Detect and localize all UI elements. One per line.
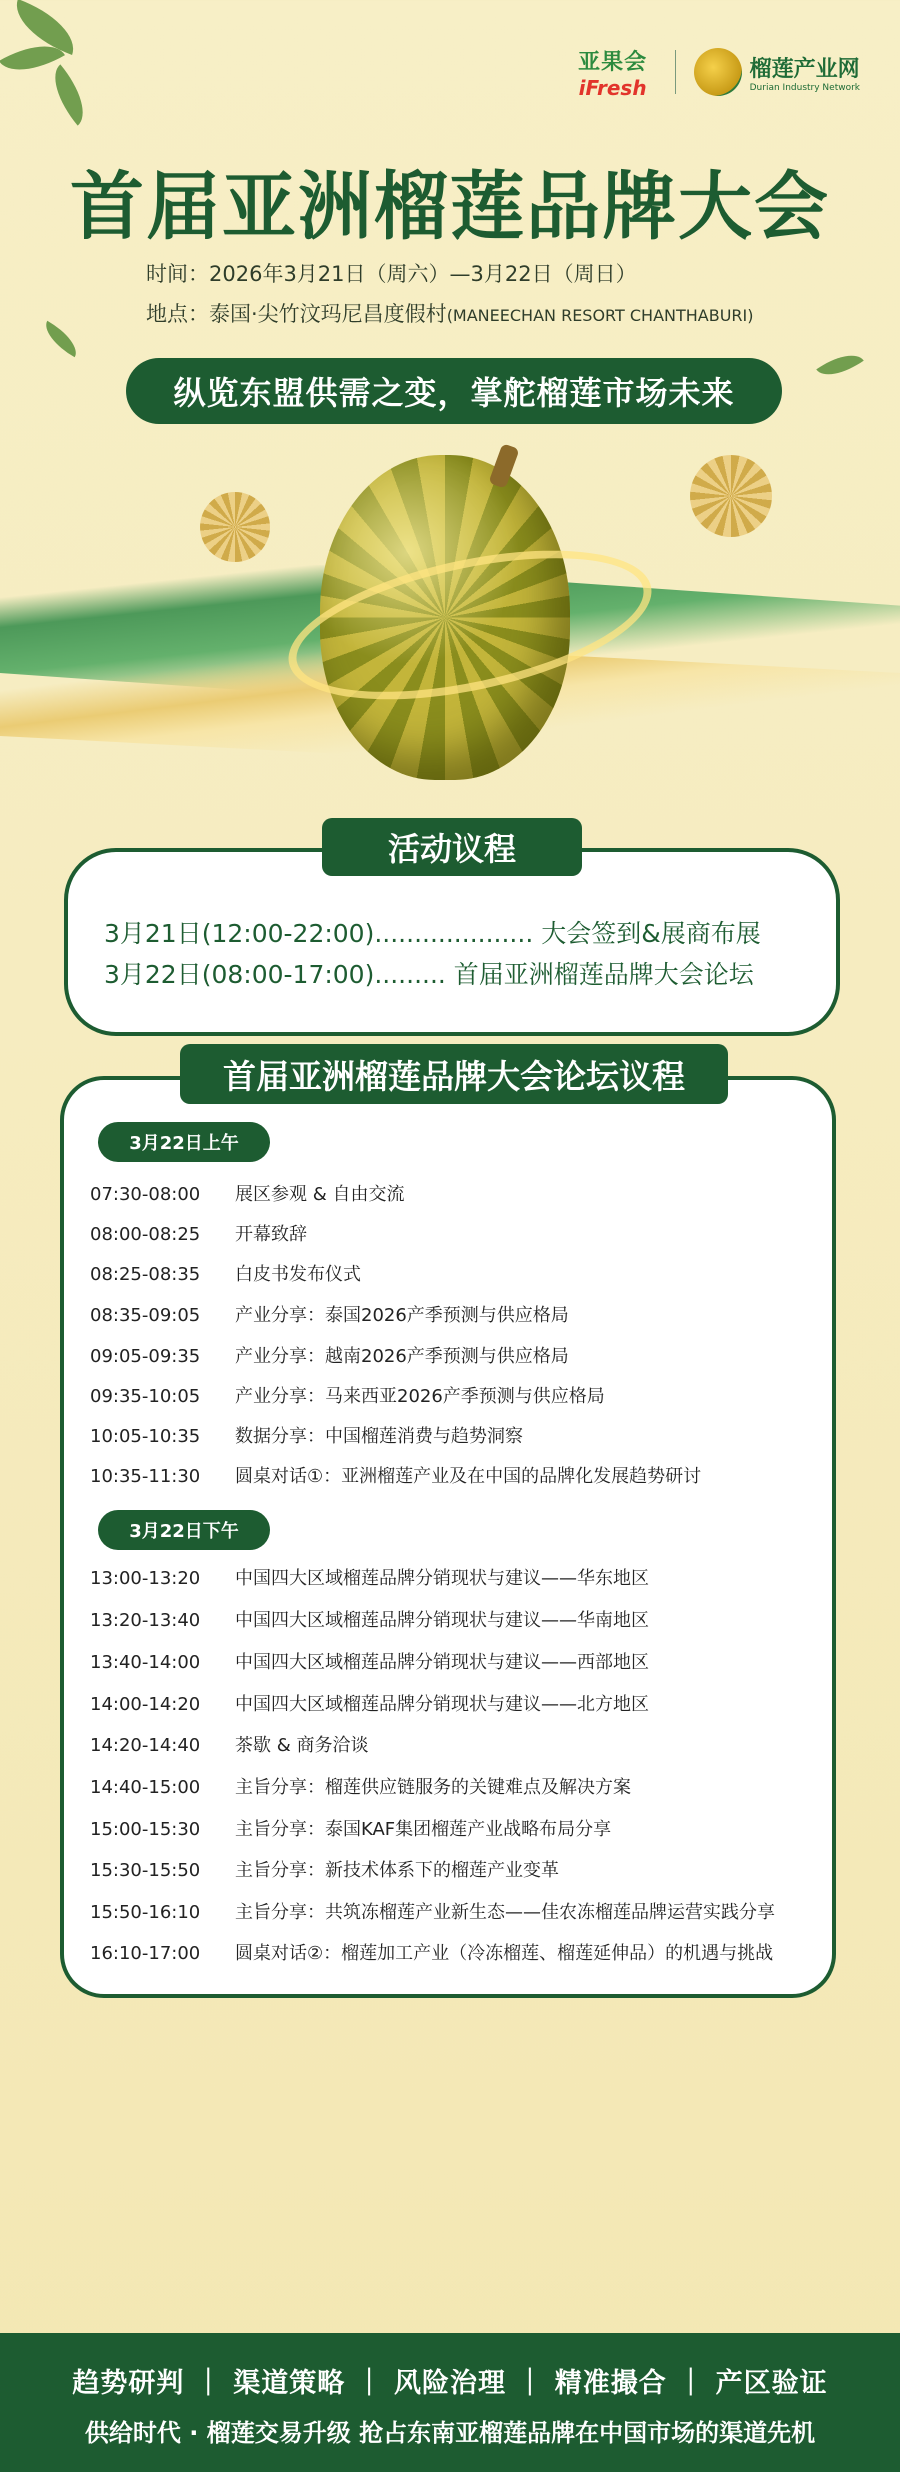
- row-time: 09:05-09:35: [90, 1346, 201, 1367]
- forum-title: 首届亚洲榴莲品牌大会论坛议程: [180, 1044, 728, 1104]
- event-place: [146, 298, 754, 328]
- row-item: 白皮书发布仪式: [235, 1264, 361, 1285]
- event-time: 时间：2026年3月21日（周六）—3月22日（周日）: [146, 262, 637, 286]
- row-time: 08:25-08:35: [90, 1264, 201, 1285]
- row-item: 中国四大区域榴莲品牌分销现状与建议——华东地区: [235, 1568, 649, 1589]
- schedule-row: [90, 1342, 569, 1368]
- durian-logo-en: Durian Industry Network: [749, 82, 860, 93]
- schedule-row: [90, 1856, 559, 1882]
- row-time: 15:30-15:50: [90, 1860, 201, 1881]
- morning-session-tag: 3月22日上午: [98, 1122, 270, 1162]
- row-time: 14:40-15:00: [90, 1777, 201, 1798]
- logo-group: [569, 48, 860, 100]
- durian-network-logo: [694, 48, 860, 96]
- schedule-row: [90, 1462, 701, 1488]
- row-item: 开幕致辞: [235, 1224, 307, 1245]
- row-item: 中国四大区域榴莲品牌分销现状与建议——华南地区: [235, 1610, 649, 1631]
- schedule-row: [90, 1260, 361, 1286]
- row-time: 09:35-10:05: [90, 1386, 201, 1407]
- row-time: 14:20-14:40: [90, 1735, 201, 1756]
- footer-tagline: 供给时代 · 榴莲交易升级 抢占东南亚榴莲品牌在中国市场的渠道先机: [84, 2419, 816, 2447]
- leaf-decoration-icon: [38, 321, 83, 358]
- schedule-row: [90, 1422, 523, 1448]
- row-item: 主旨分享：榴莲供应链服务的关键难点及解决方案: [235, 1777, 631, 1798]
- agenda-title: 活动议程: [322, 818, 582, 876]
- schedule-row: [90, 1773, 631, 1799]
- forum-schedule-box: [60, 1076, 836, 1998]
- schedule-row: [90, 1564, 649, 1590]
- row-time: 14:00-14:20: [90, 1694, 201, 1715]
- logo-divider: [675, 50, 676, 94]
- event-place-cn: 地点：泰国·尖竹汶玛尼昌度假村: [146, 302, 447, 326]
- durian-slice-icon: [690, 455, 772, 537]
- row-item: 中国四大区域榴莲品牌分销现状与建议——北方地区: [235, 1694, 649, 1715]
- row-time: 07:30-08:00: [90, 1184, 201, 1205]
- schedule-row: [90, 1301, 569, 1327]
- durian-logo-icon: [694, 48, 742, 96]
- footer-keywords: 趋势研判 ｜ 渠道策略 ｜ 风险治理 ｜ 精准撮合 ｜ 产区验证: [72, 2368, 828, 2399]
- afternoon-session-tag: 3月22日下午: [98, 1510, 270, 1550]
- durian-logo-cn: 榴莲产业网: [749, 56, 860, 82]
- row-item: 产业分享：马来西亚2026产季预测与供应格局: [235, 1386, 605, 1407]
- schedule-row: [90, 1939, 773, 1965]
- agenda-line-day2: 3月22日(08:00-17:00)......... 首届亚洲榴莲品牌大会论坛: [104, 960, 754, 989]
- row-item: 圆桌对话①：亚洲榴莲产业及在中国的品牌化发展趋势研讨: [235, 1466, 702, 1487]
- schedule-row: [90, 1731, 368, 1757]
- ifresh-logo-cn: 亚果会: [578, 49, 648, 75]
- row-item: 主旨分享：泰国KAF集团榴莲产业战略布局分享: [235, 1819, 612, 1840]
- row-time: 15:50-16:10: [90, 1902, 201, 1923]
- leaf-decoration-icon: [40, 64, 97, 125]
- ifresh-logo: [569, 48, 657, 100]
- schedule-row: [90, 1180, 404, 1206]
- schedule-row: [90, 1220, 307, 1246]
- schedule-row: [90, 1382, 605, 1408]
- row-item: 茶歇 & 商务洽谈: [235, 1735, 369, 1756]
- event-place-en: (MANEECHAN RESORT CHANTHABURI): [446, 306, 754, 325]
- row-time: 08:00-08:25: [90, 1224, 201, 1245]
- small-durian-icon: [200, 492, 270, 562]
- row-item: 主旨分享：新技术体系下的榴莲产业变革: [235, 1860, 559, 1881]
- schedule-row: [90, 1815, 611, 1841]
- row-item: 产业分享：泰国2026产季预测与供应格局: [235, 1305, 569, 1326]
- slogan-banner: 纵览东盟供需之变，掌舵榴莲市场未来: [126, 358, 782, 424]
- row-item: 产业分享：越南2026产季预测与供应格局: [235, 1346, 569, 1367]
- page-title: 首届亚洲榴莲品牌大会: [70, 164, 830, 250]
- agenda-line-day1: 3月21日(12:00-22:00).................... 大会签到&展商布展: [104, 919, 761, 948]
- agenda-box: [64, 848, 840, 1036]
- schedule-row: [90, 1690, 649, 1716]
- row-time: 10:05-10:35: [90, 1426, 201, 1447]
- row-item: 数据分享：中国榴莲消费与趋势洞察: [235, 1426, 523, 1447]
- schedule-row: [90, 1606, 649, 1632]
- row-item: 主旨分享：共筑冻榴莲产业新生态——佳农冻榴莲品牌运营实践分享: [235, 1902, 775, 1923]
- row-time: 15:00-15:30: [90, 1819, 201, 1840]
- row-time: 13:00-13:20: [90, 1568, 201, 1589]
- schedule-row: [90, 1898, 775, 1924]
- row-item: 中国四大区域榴莲品牌分销现状与建议——西部地区: [235, 1652, 649, 1673]
- leaf-decoration-icon: [816, 344, 864, 386]
- row-time: 16:10-17:00: [90, 1943, 201, 1964]
- footer-banner: [0, 2333, 900, 2472]
- row-item: 圆桌对话②：榴莲加工产业（冷冻榴莲、榴莲延伸品）的机遇与挑战: [235, 1943, 774, 1964]
- row-item: 展区参观 & 自由交流: [235, 1184, 405, 1205]
- row-time: 10:35-11:30: [90, 1466, 201, 1487]
- row-time: 13:20-13:40: [90, 1610, 201, 1631]
- row-time: 13:40-14:00: [90, 1652, 201, 1673]
- row-time: 08:35-09:05: [90, 1305, 201, 1326]
- schedule-row: [90, 1648, 649, 1674]
- ifresh-logo-en: iFresh: [578, 75, 647, 100]
